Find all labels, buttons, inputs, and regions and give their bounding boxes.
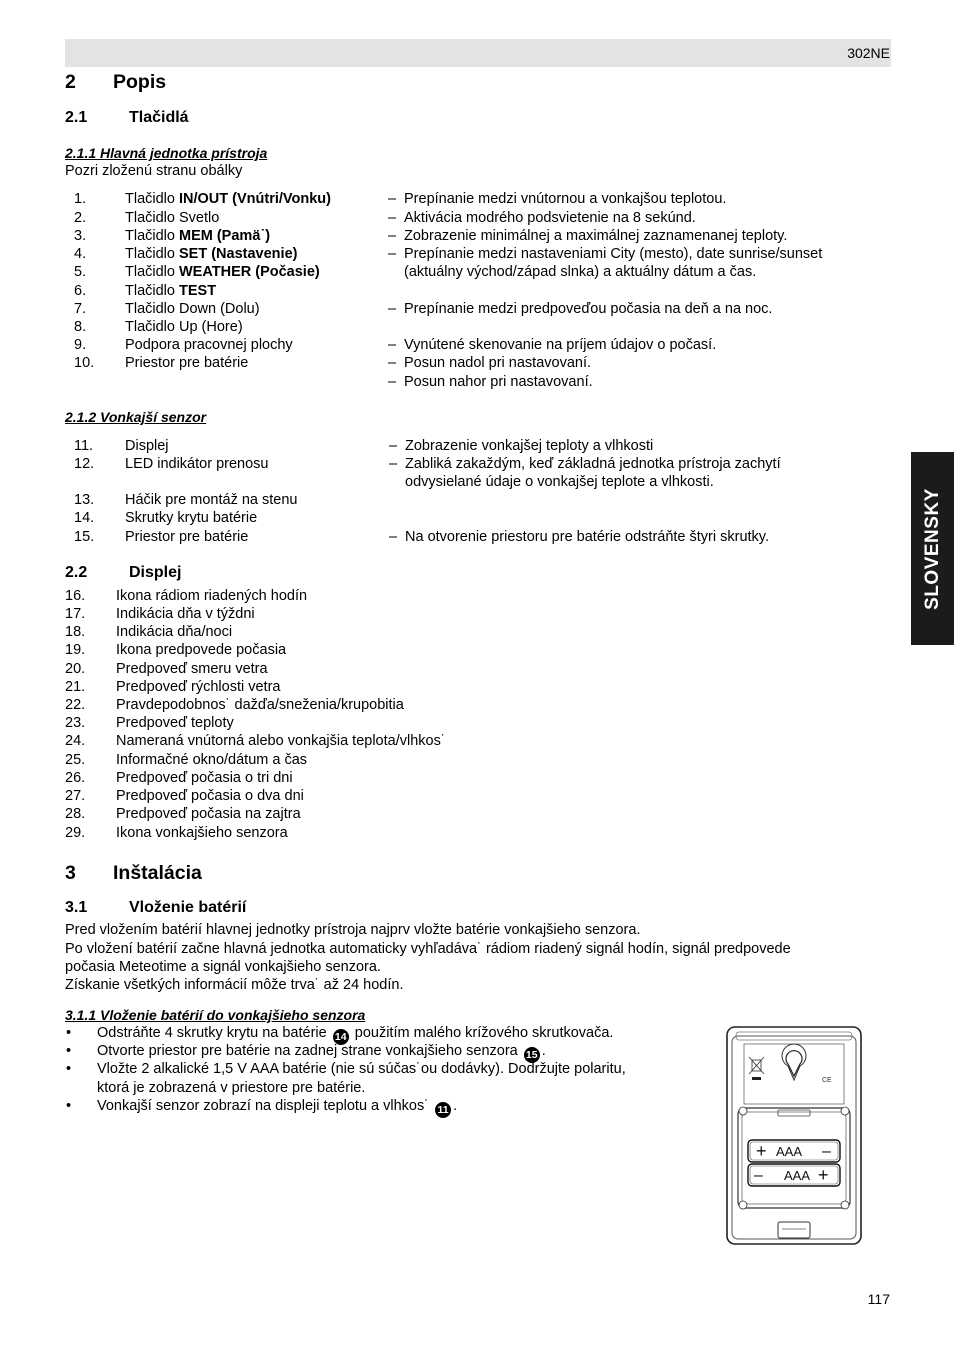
battery-plus-label: +: [818, 1165, 829, 1185]
callout-badge: 14: [333, 1029, 349, 1045]
sensor-battery-illustration: [726, 1026, 862, 1246]
section-2-1-1-intro: Pozri zloženú stranu obálky: [65, 163, 243, 179]
section-3-heading: 3 Inštalácia: [65, 862, 202, 884]
section-3-1-1-heading: 3.1.1 Vloženie batérií do vonkajšieho senzora: [65, 1007, 366, 1023]
screw-icon: [841, 1201, 849, 1209]
screw-icon: [739, 1107, 747, 1115]
model-number: 302NE: [847, 45, 890, 61]
language-tab: [911, 452, 954, 645]
battery-aaa-bottom: [748, 1164, 840, 1186]
callout-badge: 11: [435, 1102, 451, 1118]
callout-badge: 15: [524, 1047, 540, 1063]
page-number: 117: [867, 1291, 890, 1307]
section-2-1-2-heading: 2.1.2 Vonkajší senzor: [65, 409, 207, 425]
language-tab-label: SLOVENSKY: [921, 487, 943, 610]
screw-icon: [739, 1201, 747, 1209]
section-2-2-heading: 2.2 Displej: [65, 564, 182, 581]
header-bar: [65, 39, 891, 67]
battery-minus-label: –: [754, 1167, 763, 1184]
battery-aaa-top: [748, 1140, 840, 1162]
section-2-heading: 2 Popis: [65, 71, 167, 93]
ce-mark-text: CE: [822, 1077, 832, 1084]
battery-plus-label: +: [756, 1141, 767, 1161]
section-2-1-1-heading: 2.1.1 Hlavná jednotka prístroja: [65, 145, 268, 161]
battery-minus-label: –: [822, 1143, 831, 1160]
screw-icon: [841, 1107, 849, 1115]
battery-aaa-label: AAA: [784, 1168, 811, 1183]
battery-aaa-label: AAA: [776, 1144, 803, 1159]
section-2-1-heading: 2.1 Tlačidlá: [65, 109, 189, 126]
section-3-1-heading: 3.1 Vloženie batérií: [65, 899, 247, 916]
